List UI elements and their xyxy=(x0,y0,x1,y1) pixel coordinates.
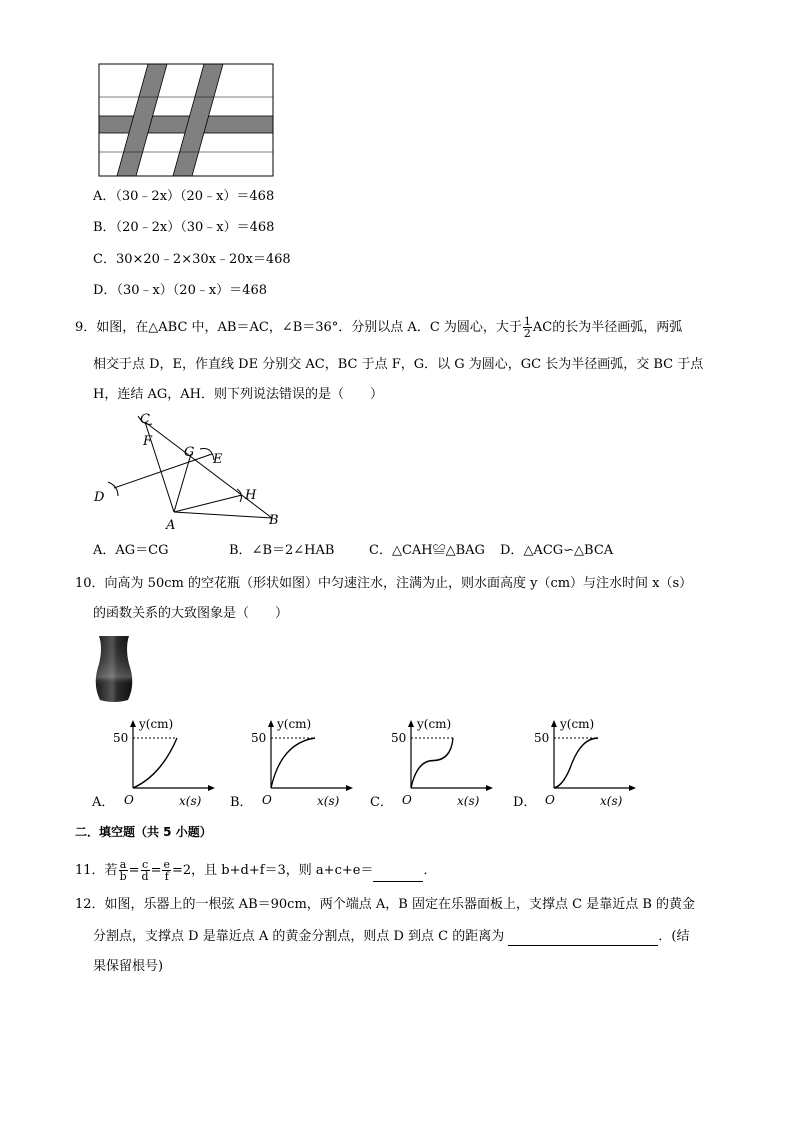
q10-option-a-label: A． xyxy=(92,795,115,810)
x-axis-label: x(s) xyxy=(317,794,340,808)
label-h: H xyxy=(245,488,257,503)
q10-option-b-label: B． xyxy=(230,795,253,810)
label-b: B xyxy=(269,513,279,528)
q10-graph-d xyxy=(529,714,639,809)
y-axis-label: y(cm) xyxy=(139,717,174,731)
x-axis-label: x(s) xyxy=(179,794,202,808)
q9-option-a: A．AG＝CG xyxy=(93,543,169,558)
q10-graph-c xyxy=(386,714,496,809)
q10-curve-c xyxy=(411,738,453,788)
y-axis-label: y(cm) xyxy=(417,717,452,731)
q8-option-b: B．（20﹣2x）（30﹣x）＝468 xyxy=(93,220,275,235)
q10-option-c-label: C． xyxy=(370,795,393,810)
q12-line-2: 分割点，支撑点 D 是靠近点 A 的黄金分割点，则点 D 到点 C 的距离为 ．(结 xyxy=(93,929,690,944)
q8-option-a: A．（30﹣2x）（20﹣x）＝468 xyxy=(93,189,275,204)
q9-option-b: B．∠B＝2∠HAB xyxy=(229,543,335,558)
q10-line-2: 的函数关系的大致图象是（ ） xyxy=(93,606,289,621)
q9-line-3: H，连结 AG，AH．则下列说法错误的是（ ） xyxy=(93,387,383,402)
q9-option-c: C．△CAH≌△BAG xyxy=(369,543,485,558)
y-axis-label: y(cm) xyxy=(560,717,595,731)
q8-option-d: D．（30﹣x）（20﹣x）＝468 xyxy=(93,283,267,298)
tick-50: 50 xyxy=(113,731,129,745)
q10-curve-a xyxy=(133,738,177,788)
q10-curve-d xyxy=(554,738,598,788)
origin-label: O xyxy=(262,793,272,807)
q8-rect-figure xyxy=(96,62,276,178)
q10-curve-b xyxy=(271,738,315,788)
q10-line-1: 10．向高为 50cm 的空花瓶（形状如图）中匀速注水，注满为止，则水面高度 y（cm）与注水时间 x（s） xyxy=(75,576,693,591)
q9-fraction: $\frac{1}{2}$ xyxy=(523,315,531,340)
label-a: A xyxy=(166,518,176,533)
tick-50: 50 xyxy=(391,731,407,745)
section-2-title: 二．填空题（共 5 小题） xyxy=(75,825,212,839)
q10-graph-b xyxy=(246,714,356,809)
q11-line: 11．若 $\frac{a}{b}$ = $\frac{c}{d}$ = $\frac{e}{f}$ =2，且 b+d+f＝3，则 a+c+e＝ ． xyxy=(75,858,437,883)
label-c: C xyxy=(140,412,150,427)
vase-image xyxy=(92,634,136,704)
origin-label: O xyxy=(402,793,412,807)
q10-option-d-label: D． xyxy=(513,795,537,810)
origin-label: O xyxy=(124,793,134,807)
q12-line-1: 12．如图，乐器上的一根弦 AB＝90cm，两个端点 A，B 固定在乐器面板上，支撑点 C 是靠近点 B 的黄金 xyxy=(75,897,696,912)
q9-line-1: 9．如图，在△ABC 中，AB＝AC，∠B＝36°．分别以点 A．C 为圆心，大于 $\frac{1}{2}$ AC的长为半径画弧，两弧 xyxy=(75,315,683,340)
origin-label: O xyxy=(545,793,555,807)
label-e: E xyxy=(213,452,223,467)
y-axis-label: y(cm) xyxy=(277,717,312,731)
label-f: F xyxy=(143,434,153,449)
q10-graph-a xyxy=(108,714,218,809)
q11-answer-blank[interactable] xyxy=(373,863,423,882)
q9-line-2: 相交于点 D，E，作直线 DE 分别交 AC，BC 于点 F，G．以 G 为圆心，GC 长为半径画弧，交 BC 于点 xyxy=(93,357,704,372)
tick-50: 50 xyxy=(534,731,550,745)
q9-option-d: D．△ACG∽△BCA xyxy=(500,543,614,558)
q8-option-c: C．30×20﹣2×30x﹣20x＝468 xyxy=(93,252,291,267)
label-g: G xyxy=(184,445,195,460)
x-axis-label: x(s) xyxy=(457,794,480,808)
q12-line-3: 果保留根号) xyxy=(93,959,164,974)
x-axis-label: x(s) xyxy=(600,794,623,808)
q12-answer-blank[interactable] xyxy=(508,927,658,946)
label-d: D xyxy=(94,490,105,505)
q9-triangle-figure xyxy=(88,408,288,533)
tick-50: 50 xyxy=(251,731,267,745)
